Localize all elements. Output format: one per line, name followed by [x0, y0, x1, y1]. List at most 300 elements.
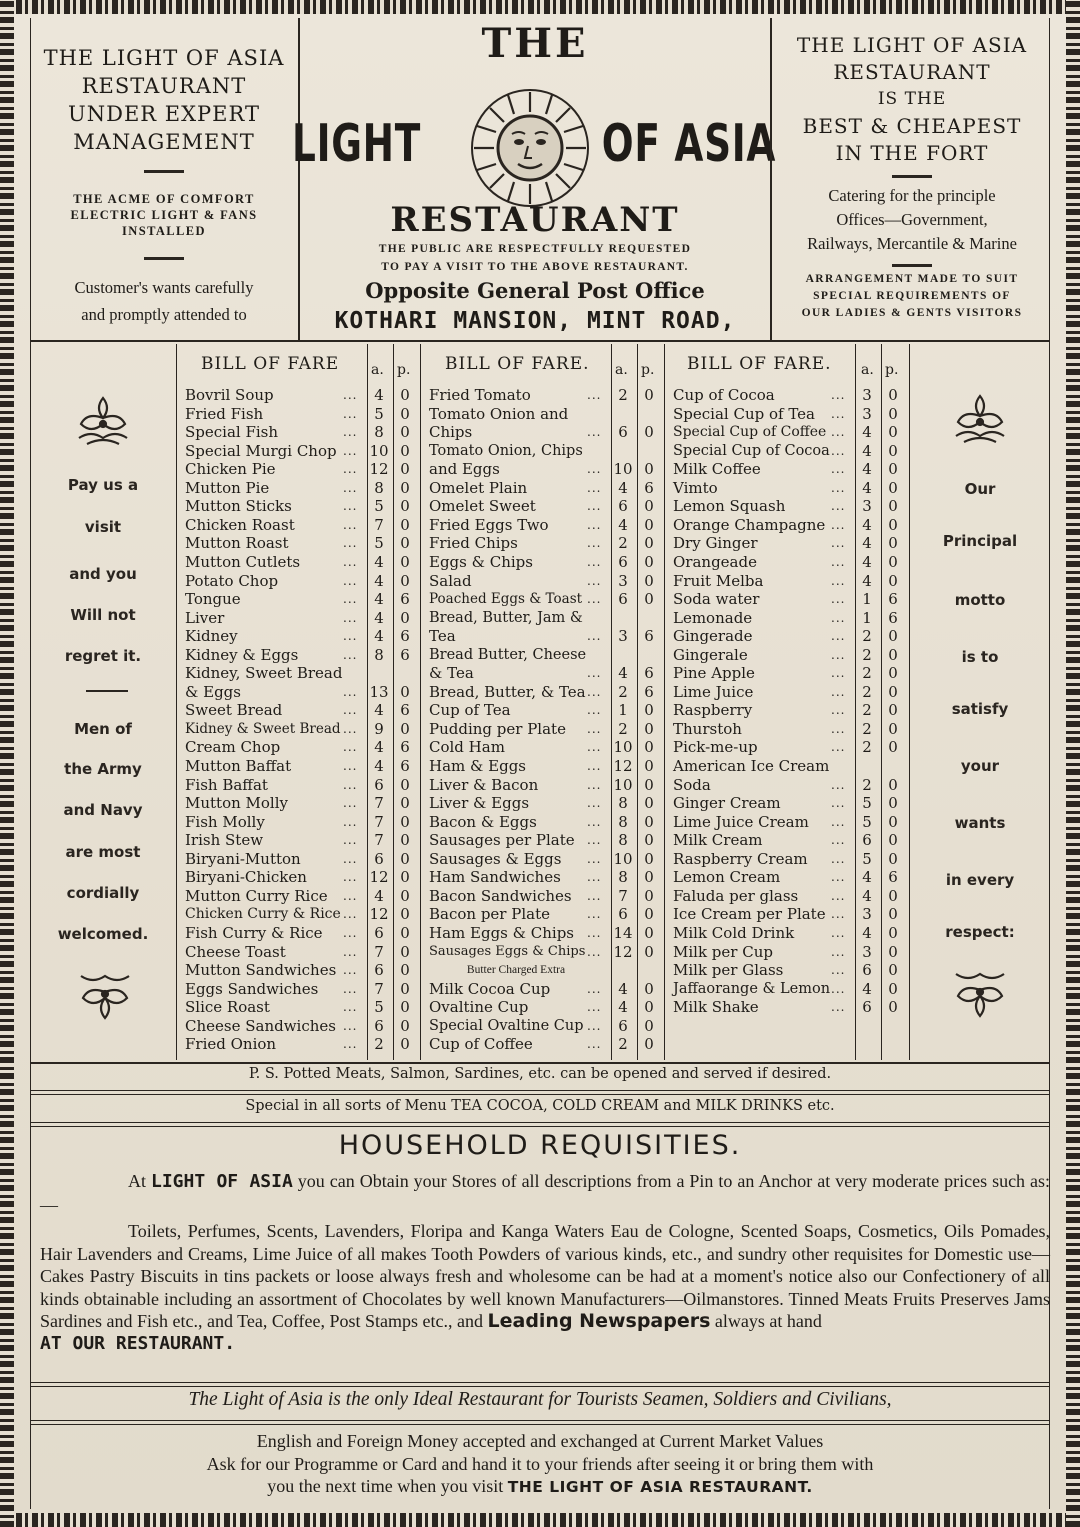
leader-dots: ... — [343, 610, 358, 625]
price-pice: 6 — [644, 627, 654, 646]
menu-item-name: Gingerade — [673, 627, 753, 646]
household-items: Toilets, Perfumes, Scents, Lavenders, Floripa and Kanga Waters Eau de Cologne, Scented Soaps, Cosmetics, Oils Pomades, Hair Lavenders and Creams, Lime Juice of all makes Tooth Powders of various kinds, etc., and sundry other requisites for Domestic use—Cakes Pastry Biscuits in tins packets or loose always fresh and wholesome can be had at a moment's notice also our Confectionery of all kinds obtainable including an assortment of Chocolates by well known Manufacturers—Oilmanstores. Tinned Meats Fruits Preserves Jams Sardines and Fish etc., and Tea, Coffee, Post Stamps etc., and — [40, 1221, 1050, 1331]
leader-dots: ... — [587, 462, 602, 477]
price-pice: 0 — [644, 460, 654, 479]
price-pice: 0 — [644, 998, 654, 1017]
price-pice: 0 — [888, 979, 898, 998]
menu-item — [177, 943, 421, 962]
menu-item-name: Kidney & Eggs — [185, 645, 299, 664]
menu-item — [177, 887, 421, 906]
menu-item-name: Soda water — [673, 590, 760, 609]
a-heading: a. — [371, 362, 384, 378]
price-pice: 0 — [400, 905, 410, 924]
price-pice: 6 — [888, 608, 898, 627]
price-annas: 4 — [374, 627, 384, 646]
leader-dots: ... — [587, 721, 602, 736]
price-annas: 8 — [618, 868, 628, 887]
leader-dots: ... — [343, 963, 358, 978]
price-annas: 8 — [618, 794, 628, 813]
p-heading: p. — [641, 362, 655, 378]
side-line: Will not — [70, 606, 136, 624]
price-pice: 0 — [644, 812, 654, 831]
menu-item — [177, 664, 421, 683]
price-pice: 0 — [888, 719, 898, 738]
price-pice: 0 — [644, 1016, 654, 1035]
menu-item-name: Sweet Bread — [185, 701, 283, 720]
ornament-icon — [75, 968, 135, 1022]
leader-dots: ... — [343, 406, 358, 421]
menu-item-name: Mutton Sandwiches — [185, 961, 337, 980]
menu-item — [177, 868, 421, 887]
menu-item — [421, 609, 665, 628]
menu-item-name: Sausages & Eggs — [429, 849, 562, 868]
price-annas: 4 — [862, 979, 872, 998]
price-pice: 0 — [644, 794, 654, 813]
p-heading: p. — [397, 362, 411, 378]
price-pice: 0 — [400, 868, 410, 887]
leader-dots: ... — [831, 740, 846, 755]
price-pice: 0 — [400, 923, 410, 942]
price-annas: 14 — [613, 923, 633, 942]
menu-item — [177, 609, 421, 628]
menu-item — [421, 776, 665, 795]
menu-item — [665, 943, 909, 962]
menu-item-name: Tongue — [185, 590, 241, 609]
leader-dots: ... — [343, 851, 358, 866]
menu-item-name: Special Ovaltine Cup — [429, 1017, 584, 1034]
menu-item-name: and Eggs — [429, 460, 500, 479]
side-line: Our — [964, 480, 996, 498]
menu-item — [421, 961, 665, 980]
price-annas: 4 — [862, 478, 872, 497]
menu-item — [421, 720, 665, 739]
side-line: the Army — [64, 760, 142, 778]
leader-dots: ... — [343, 592, 358, 607]
leader-dots: ... — [831, 592, 846, 607]
menu-item — [421, 794, 665, 813]
menu-item-name: Bacon per Plate — [429, 905, 550, 924]
menu-item-name: Bacon Sandwiches — [429, 886, 572, 905]
title-restaurant: RESTAURANT — [390, 200, 680, 240]
side-line: Men of — [74, 720, 132, 738]
menu-item-name: Cheese Toast — [185, 942, 286, 961]
customer-line: Customer's wants carefully — [74, 278, 254, 297]
leader-dots: ... — [831, 851, 846, 866]
price-pice: 0 — [888, 552, 898, 571]
leader-dots: ... — [587, 666, 602, 681]
rule — [30, 1090, 1050, 1091]
price-pice: 0 — [644, 905, 654, 924]
side-line: regret it. — [64, 647, 142, 665]
price-annas: 2 — [862, 738, 872, 757]
price-annas: 7 — [374, 831, 384, 850]
price-pice: 0 — [888, 497, 898, 516]
price-pice: 0 — [888, 738, 898, 757]
leader-dots: ... — [343, 907, 358, 922]
money-line: English and Foreign Money accepted and exchanged at Current Market Values — [256, 1431, 824, 1451]
menu-item-name: Bovril Soup — [185, 386, 274, 404]
price-annas: 4 — [862, 571, 872, 590]
price-pice: 0 — [888, 849, 898, 868]
right-sidebar — [910, 344, 1050, 1060]
menu-item-name: Fish Baffat — [185, 775, 268, 794]
price-pice: 0 — [888, 386, 898, 404]
menu-item — [665, 479, 909, 498]
p-heading: p. — [885, 362, 899, 378]
price-pice: 6 — [400, 590, 410, 609]
menu-item-name: Mutton Curry Rice — [185, 886, 328, 905]
side-line: Pay us a — [67, 476, 139, 494]
price-annas: 9 — [374, 719, 384, 738]
price-annas: 5 — [374, 998, 384, 1017]
menu-item-name: Mutton Pie — [185, 478, 270, 497]
side-line: in every — [945, 871, 1015, 889]
menu-item — [665, 497, 909, 516]
price-pice: 0 — [888, 627, 898, 646]
menu-item-name: Fried Tomato — [429, 386, 531, 404]
menu-item — [665, 868, 909, 887]
menu-item-name: Chicken Pie — [185, 460, 276, 479]
bottom-notes — [30, 1430, 1050, 1499]
price-annas: 4 — [862, 515, 872, 534]
price-annas: 2 — [374, 1035, 384, 1054]
leader-dots: ... — [831, 499, 846, 514]
leader-dots: ... — [831, 796, 846, 811]
rule — [30, 1122, 1050, 1123]
leader-dots: ... — [343, 833, 358, 848]
left-title-line: RESTAURANT — [81, 74, 247, 98]
menu-item-name: Sausages per Plate — [429, 831, 575, 850]
menu-item — [421, 905, 665, 924]
menu-item — [421, 831, 665, 850]
price-pice: 0 — [644, 849, 654, 868]
menu-item — [177, 442, 421, 461]
leader-dots: ... — [587, 944, 602, 959]
left-title-line: UNDER EXPERT — [68, 102, 260, 126]
price-annas: 12 — [613, 942, 633, 961]
leader-dots: ... — [343, 981, 358, 996]
menu-item-name: Bread Butter, Cheese — [429, 646, 587, 663]
leader-dots: ... — [587, 1018, 602, 1033]
price-pice: 0 — [400, 794, 410, 813]
price-annas: 10 — [369, 441, 389, 460]
menu-item — [421, 646, 665, 665]
leader-dots: ... — [587, 833, 602, 848]
price-annas: 8 — [374, 645, 384, 664]
price-pice: 0 — [888, 682, 898, 701]
header-rule — [30, 340, 1050, 342]
menu-item — [421, 1017, 665, 1036]
leader-dots: ... — [343, 462, 358, 477]
leader-dots: ... — [831, 833, 846, 848]
leader-dots: ... — [587, 777, 602, 792]
menu-item — [177, 423, 421, 442]
price-annas: 13 — [369, 682, 389, 701]
price-pice: 0 — [888, 812, 898, 831]
leader-dots: ... — [587, 554, 602, 569]
menu-item — [665, 442, 909, 461]
leader-dots: ... — [831, 703, 846, 718]
left-sidebar — [30, 344, 176, 1060]
menu-item — [177, 460, 421, 479]
price-annas: 3 — [618, 571, 628, 590]
bill-of-fare — [30, 344, 1050, 1060]
price-pice: 0 — [400, 460, 410, 479]
leader-dots: ... — [587, 536, 602, 551]
leader-dots: ... — [831, 647, 846, 662]
menu-item — [665, 813, 909, 832]
price-annas: 4 — [374, 590, 384, 609]
leader-dots: ... — [831, 554, 846, 569]
special-note: Special in all sorts of Menu TEA COCOA, COLD CREAM and MILK DRINKS etc. — [245, 1098, 835, 1114]
price-pice: 0 — [400, 478, 410, 497]
price-annas: 7 — [374, 942, 384, 961]
price-annas: 8 — [374, 423, 384, 442]
leader-dots: ... — [831, 963, 846, 978]
menu-item-name: Cup of Cocoa — [673, 386, 775, 404]
price-pice: 0 — [400, 719, 410, 738]
menu-item-name: Special Cup of Tea — [673, 404, 815, 423]
price-pice: 0 — [888, 775, 898, 794]
leader-dots: ... — [831, 388, 846, 402]
leader-dots: ... — [587, 888, 602, 903]
price-annas: 4 — [862, 886, 872, 905]
leader-dots: ... — [587, 425, 602, 440]
price-pice: 0 — [400, 961, 410, 980]
leader-dots: ... — [831, 944, 846, 959]
leader-dots: ... — [587, 870, 602, 885]
next-time-line — [30, 1475, 1050, 1499]
price-annas: 8 — [618, 831, 628, 850]
divider — [144, 257, 184, 260]
menu-item-name: Cup of Tea — [429, 701, 511, 720]
next-time-text: you the next time when you visit — [267, 1476, 504, 1496]
price-annas: 7 — [618, 886, 628, 905]
menu-item-name: Poached Eggs & Toast — [429, 591, 583, 608]
price-pice: 0 — [888, 998, 898, 1017]
leader-dots: ... — [831, 870, 846, 885]
price-annas: 4 — [862, 534, 872, 553]
title-light: LIGHT — [292, 114, 421, 174]
price-pice: 0 — [400, 608, 410, 627]
menu-item-name: Vimto — [673, 478, 718, 497]
menu-item — [421, 553, 665, 572]
menu-item — [177, 627, 421, 646]
side-line: respect: — [945, 923, 1015, 941]
menu-item-name: Raspberry — [673, 701, 753, 720]
price-annas: 5 — [374, 534, 384, 553]
menu-item-name: Milk Cold Drink — [673, 923, 795, 942]
leader-dots: ... — [831, 684, 846, 699]
leader-dots: ... — [343, 796, 358, 811]
price-annas: 5 — [862, 849, 872, 868]
price-pice: 6 — [400, 645, 410, 664]
menu-item — [421, 998, 665, 1017]
rule — [30, 1386, 1050, 1387]
price-annas: 3 — [618, 627, 628, 646]
leader-dots: ... — [831, 610, 846, 625]
price-annas: 4 — [374, 701, 384, 720]
price-annas: 1 — [618, 701, 628, 720]
menu-item — [421, 813, 665, 832]
leader-dots: ... — [587, 759, 602, 773]
price-pice: 0 — [644, 886, 654, 905]
menu-item-name: Dry Ginger — [673, 534, 758, 553]
price-pice: 0 — [400, 1016, 410, 1035]
price-annas: 10 — [613, 460, 633, 479]
price-annas: 3 — [862, 905, 872, 924]
divider — [86, 690, 128, 692]
menu-column-2 — [420, 344, 665, 1060]
menu-item — [421, 442, 665, 461]
public-request — [300, 240, 770, 276]
price-annas: 5 — [862, 812, 872, 831]
leader-dots: ... — [343, 536, 358, 551]
menu-item — [177, 553, 421, 572]
intro-brand: LIGHT OF ASIA — [150, 1171, 293, 1192]
side-line: visit — [84, 518, 122, 536]
side-line: and you — [69, 565, 137, 583]
price-annas: 8 — [374, 478, 384, 497]
menu-item-name: Biryani-Chicken — [185, 868, 307, 887]
price-annas: 4 — [862, 923, 872, 942]
price-annas: 8 — [618, 812, 628, 831]
price-pice: 0 — [888, 423, 898, 442]
catering-note — [772, 184, 1052, 256]
price-pice: 6 — [400, 757, 410, 775]
menu-item — [421, 887, 665, 906]
price-annas: 7 — [374, 515, 384, 534]
leader-dots: ... — [587, 740, 602, 755]
right-title-line: THE LIGHT OF ASIA — [796, 33, 1028, 57]
price-annas: 12 — [369, 868, 389, 887]
menu-item — [177, 776, 421, 795]
menu-item — [421, 405, 665, 424]
menu-item-name: Irish Stew — [185, 831, 264, 850]
ornament-icon — [73, 394, 133, 448]
menu-item-name: Cheese Sandwiches — [185, 1016, 336, 1035]
leader-dots: ... — [343, 517, 358, 532]
price-pice: 0 — [400, 682, 410, 701]
menu-item-name: Milk per Glass — [673, 961, 784, 980]
leader-dots: ... — [343, 554, 358, 569]
price-annas: 4 — [618, 478, 628, 497]
side-line: satisfy — [951, 700, 1009, 718]
menu-item — [665, 386, 909, 405]
price-pice: 0 — [644, 571, 654, 590]
price-annas: 6 — [374, 775, 384, 794]
menu-item-name: Bacon & Eggs — [429, 812, 537, 831]
menu-item — [421, 701, 665, 720]
menu-item-name: Chips — [429, 423, 473, 442]
menu-item-name: Lime Juice Cream — [673, 812, 809, 831]
left-border — [0, 0, 14, 1527]
comfort-line: THE ACME OF COMFORT — [73, 192, 255, 206]
price-annas: 6 — [618, 590, 628, 609]
menu-item — [177, 905, 421, 924]
menu-item-name: Lemon Cream — [673, 868, 781, 887]
menu-item-name: Fried Eggs Two — [429, 515, 549, 534]
menu-item — [421, 423, 665, 442]
menu-item-name: Ham & Eggs — [429, 757, 526, 775]
menu-item-name: Milk Coffee — [673, 460, 761, 479]
price-annas: 6 — [618, 423, 628, 442]
price-pice: 0 — [400, 998, 410, 1017]
price-annas: 4 — [618, 664, 628, 683]
price-annas: 4 — [862, 460, 872, 479]
price-pice: 0 — [400, 775, 410, 794]
divider — [144, 170, 184, 173]
header-right — [770, 18, 1052, 340]
menu-item-name: Milk Shake — [673, 998, 759, 1017]
menu-item-name: Slice Roast — [185, 998, 270, 1017]
menu-item-name: Tomato Onion and — [429, 404, 569, 423]
price-pice: 0 — [644, 775, 654, 794]
leader-dots: ... — [831, 777, 846, 792]
price-pice: 6 — [400, 627, 410, 646]
menu-item-name: Mutton Molly — [185, 794, 288, 813]
price-annas: 4 — [862, 552, 872, 571]
price-annas: 10 — [613, 738, 633, 757]
menu-item-name: Gingerale — [673, 645, 748, 664]
menu-item — [421, 590, 665, 609]
leader-dots: ... — [587, 592, 602, 607]
menu-item-name: Milk per Cup — [673, 942, 773, 961]
price-pice: 0 — [400, 886, 410, 905]
price-pice: 0 — [888, 905, 898, 924]
menu-item-name: Fried Fish — [185, 404, 264, 423]
price-pice: 6 — [400, 701, 410, 720]
menu-item-name: Special Murgi Chop — [185, 441, 337, 460]
at-our-restaurant: AT OUR RESTAURANT. — [40, 1332, 236, 1354]
leader-dots: ... — [831, 1000, 846, 1015]
price-pice: 0 — [400, 831, 410, 850]
right-border — [1066, 0, 1080, 1527]
menu-item — [421, 386, 665, 405]
leader-dots: ... — [831, 517, 846, 532]
price-pice: 0 — [644, 497, 654, 516]
customer-note — [30, 274, 298, 328]
side-line: are most — [65, 843, 141, 861]
side-line: cordially — [66, 884, 140, 902]
menu-item — [177, 646, 421, 665]
menu-item — [665, 572, 909, 591]
price-pice: 0 — [888, 478, 898, 497]
leader-dots: ... — [343, 740, 358, 755]
menu-item-name: Ham Sandwiches — [429, 868, 561, 887]
menu-item-name: Biryani-Mutton — [185, 849, 301, 868]
menu-item — [665, 905, 909, 924]
price-annas: 1 — [862, 608, 872, 627]
menu-item-name: Cream Chop — [185, 738, 281, 757]
menu-item — [421, 1035, 665, 1054]
leader-dots: ... — [587, 480, 602, 495]
leader-dots: ... — [343, 629, 358, 644]
menu-item — [665, 794, 909, 813]
a-heading: a. — [861, 362, 874, 378]
customer-line: and promptly attended to — [81, 305, 247, 324]
price-pice: 0 — [888, 534, 898, 553]
price-annas: 7 — [374, 812, 384, 831]
leader-dots: ... — [587, 684, 602, 699]
menu-item-name: Omelet Plain — [429, 478, 528, 497]
price-pice: 0 — [644, 738, 654, 757]
leader-dots: ... — [343, 1018, 358, 1033]
intro-at: At — [128, 1171, 146, 1191]
menu-item — [665, 664, 909, 683]
price-annas: 10 — [613, 775, 633, 794]
price-pice: 0 — [888, 645, 898, 664]
